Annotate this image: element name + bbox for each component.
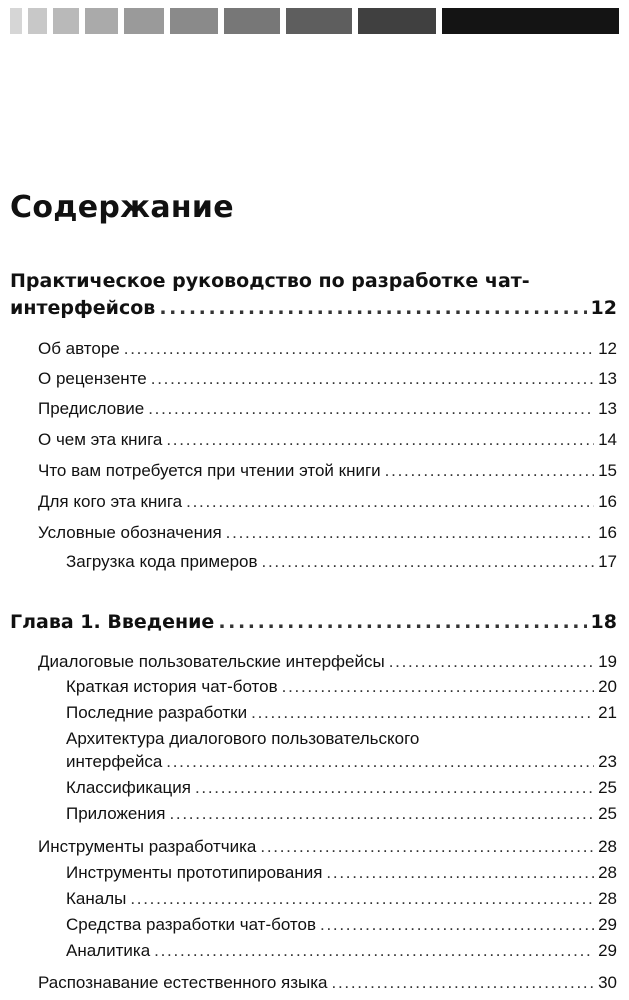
toc-entry-title: Классификация [66, 778, 191, 797]
toc-subentry[interactable] [66, 863, 617, 883]
toc-page-number: 21 [598, 703, 617, 722]
dot-leader [385, 461, 594, 481]
toc-page-number: 25 [598, 778, 617, 797]
toc-page-number: 28 [598, 889, 617, 908]
dot-leader [148, 399, 594, 419]
toc-entry-title: Краткая история чат-ботов [66, 677, 278, 696]
header-bar-segment [28, 8, 47, 34]
toc-entry[interactable] [38, 399, 617, 419]
toc-chapter-entry[interactable] [10, 611, 617, 633]
toc-entry-title: Загрузка кода примеров [66, 552, 258, 571]
header-bar-segment [442, 8, 619, 34]
header-bar-segment [358, 8, 436, 34]
dot-leader [326, 863, 594, 883]
toc-page-number: 23 [598, 752, 617, 771]
dot-leader [154, 941, 594, 961]
dot-leader [159, 297, 586, 319]
toc-entry-title: Глава 1. Введение [10, 611, 215, 633]
toc-entry[interactable] [38, 523, 617, 543]
toc-entry[interactable] [38, 369, 617, 389]
toc-section-title: Практическое руководство по разработке чат- [10, 270, 530, 292]
toc-subentry[interactable] [66, 677, 617, 697]
toc-page-number: 29 [598, 915, 617, 934]
toc-subentry[interactable] [66, 941, 617, 961]
toc-page-number: 16 [598, 492, 617, 511]
toc-entry[interactable] [38, 652, 617, 672]
dot-leader [151, 369, 594, 389]
dot-leader [195, 778, 594, 798]
dot-leader [166, 430, 594, 450]
toc-page-number: 13 [598, 399, 617, 418]
header-bar-segment [286, 8, 352, 34]
toc-subentry[interactable] [66, 804, 617, 824]
dot-leader [218, 611, 586, 633]
toc-page-number: 12 [598, 339, 617, 358]
dot-leader [262, 552, 595, 572]
header-gradient-bar [0, 8, 629, 34]
dot-leader [124, 339, 594, 359]
dot-leader [389, 652, 594, 672]
dot-leader [186, 492, 594, 512]
toc-subentry[interactable] [66, 552, 617, 572]
toc-entry-title: Последние разработки [66, 703, 248, 722]
dot-leader [226, 523, 594, 543]
dot-leader [130, 889, 594, 909]
toc-page-number: 12 [590, 297, 617, 319]
toc-page-number: 20 [598, 677, 617, 696]
toc-page-number: 16 [598, 523, 617, 542]
header-bar-segment [10, 8, 22, 34]
toc-subentry[interactable] [66, 703, 617, 723]
dot-leader [166, 752, 594, 772]
header-bar-segment [170, 8, 218, 34]
dot-leader [332, 973, 595, 993]
toc-entry-title: Условные обозначения [38, 523, 222, 542]
dot-leader [169, 804, 594, 824]
toc-entry-title: Каналы [66, 889, 127, 908]
toc-entry-title: интерфейса [66, 752, 163, 771]
toc-entry[interactable] [38, 339, 617, 359]
header-bar-segment [85, 8, 118, 34]
toc-page-number: 19 [598, 652, 617, 671]
toc-section-entry[interactable] [10, 297, 617, 319]
toc-entry-title: Приложения [66, 804, 166, 823]
toc-entry[interactable] [38, 837, 617, 857]
header-bar-segment [53, 8, 79, 34]
toc-page-number: 13 [598, 369, 617, 388]
dot-leader [320, 915, 594, 935]
toc-subentry[interactable] [66, 752, 617, 772]
toc-entry-title: Средства разработки чат-ботов [66, 915, 317, 934]
toc-entry-title: О чем эта книга [38, 430, 163, 449]
toc-entry[interactable] [38, 430, 617, 450]
dot-leader [260, 837, 594, 857]
toc-entry-title: О рецензенте [38, 369, 147, 388]
toc-entry-title: Диалоговые пользовательские интерфейсы [38, 652, 385, 671]
toc-page-number: 29 [598, 941, 617, 960]
toc-entry-title: Аналитика [66, 941, 151, 960]
toc-page-number: 14 [598, 430, 617, 449]
toc-entry[interactable] [38, 461, 617, 481]
toc-entry[interactable] [38, 492, 617, 512]
toc-entry-title: Инструменты прототипирования [66, 863, 323, 882]
toc-page-number: 18 [590, 611, 617, 633]
toc-entry-title-line1: Архитектура диалогового пользовательского [66, 729, 420, 748]
toc-subentry[interactable] [66, 889, 617, 909]
toc-page-number: 15 [598, 461, 617, 480]
header-bar-segment [124, 8, 164, 34]
toc-subentry[interactable] [66, 915, 617, 935]
toc-entry-title: интерфейсов [10, 297, 156, 319]
page-title: Содержание [10, 190, 234, 225]
toc-subentry[interactable] [66, 778, 617, 798]
toc-entry-title: Что вам потребуется при чтении этой книги [38, 461, 381, 480]
toc-entry-title: Об авторе [38, 339, 120, 358]
toc-entry-title: Для кого эта книга [38, 492, 183, 511]
toc-entry-title: Инструменты разработчика [38, 837, 257, 856]
toc-entry-title: Распознавание естественного языка [38, 973, 328, 992]
dot-leader [251, 703, 594, 723]
toc-page-number: 30 [598, 973, 617, 992]
toc-entry-title: Предисловие [38, 399, 145, 418]
header-bar-segment [224, 8, 280, 34]
toc-page-number: 25 [598, 804, 617, 823]
toc-entry[interactable] [38, 973, 617, 993]
toc-page-number: 28 [598, 837, 617, 856]
dot-leader [282, 677, 594, 697]
toc-page-number: 17 [598, 552, 617, 571]
toc-page-number: 28 [598, 863, 617, 882]
